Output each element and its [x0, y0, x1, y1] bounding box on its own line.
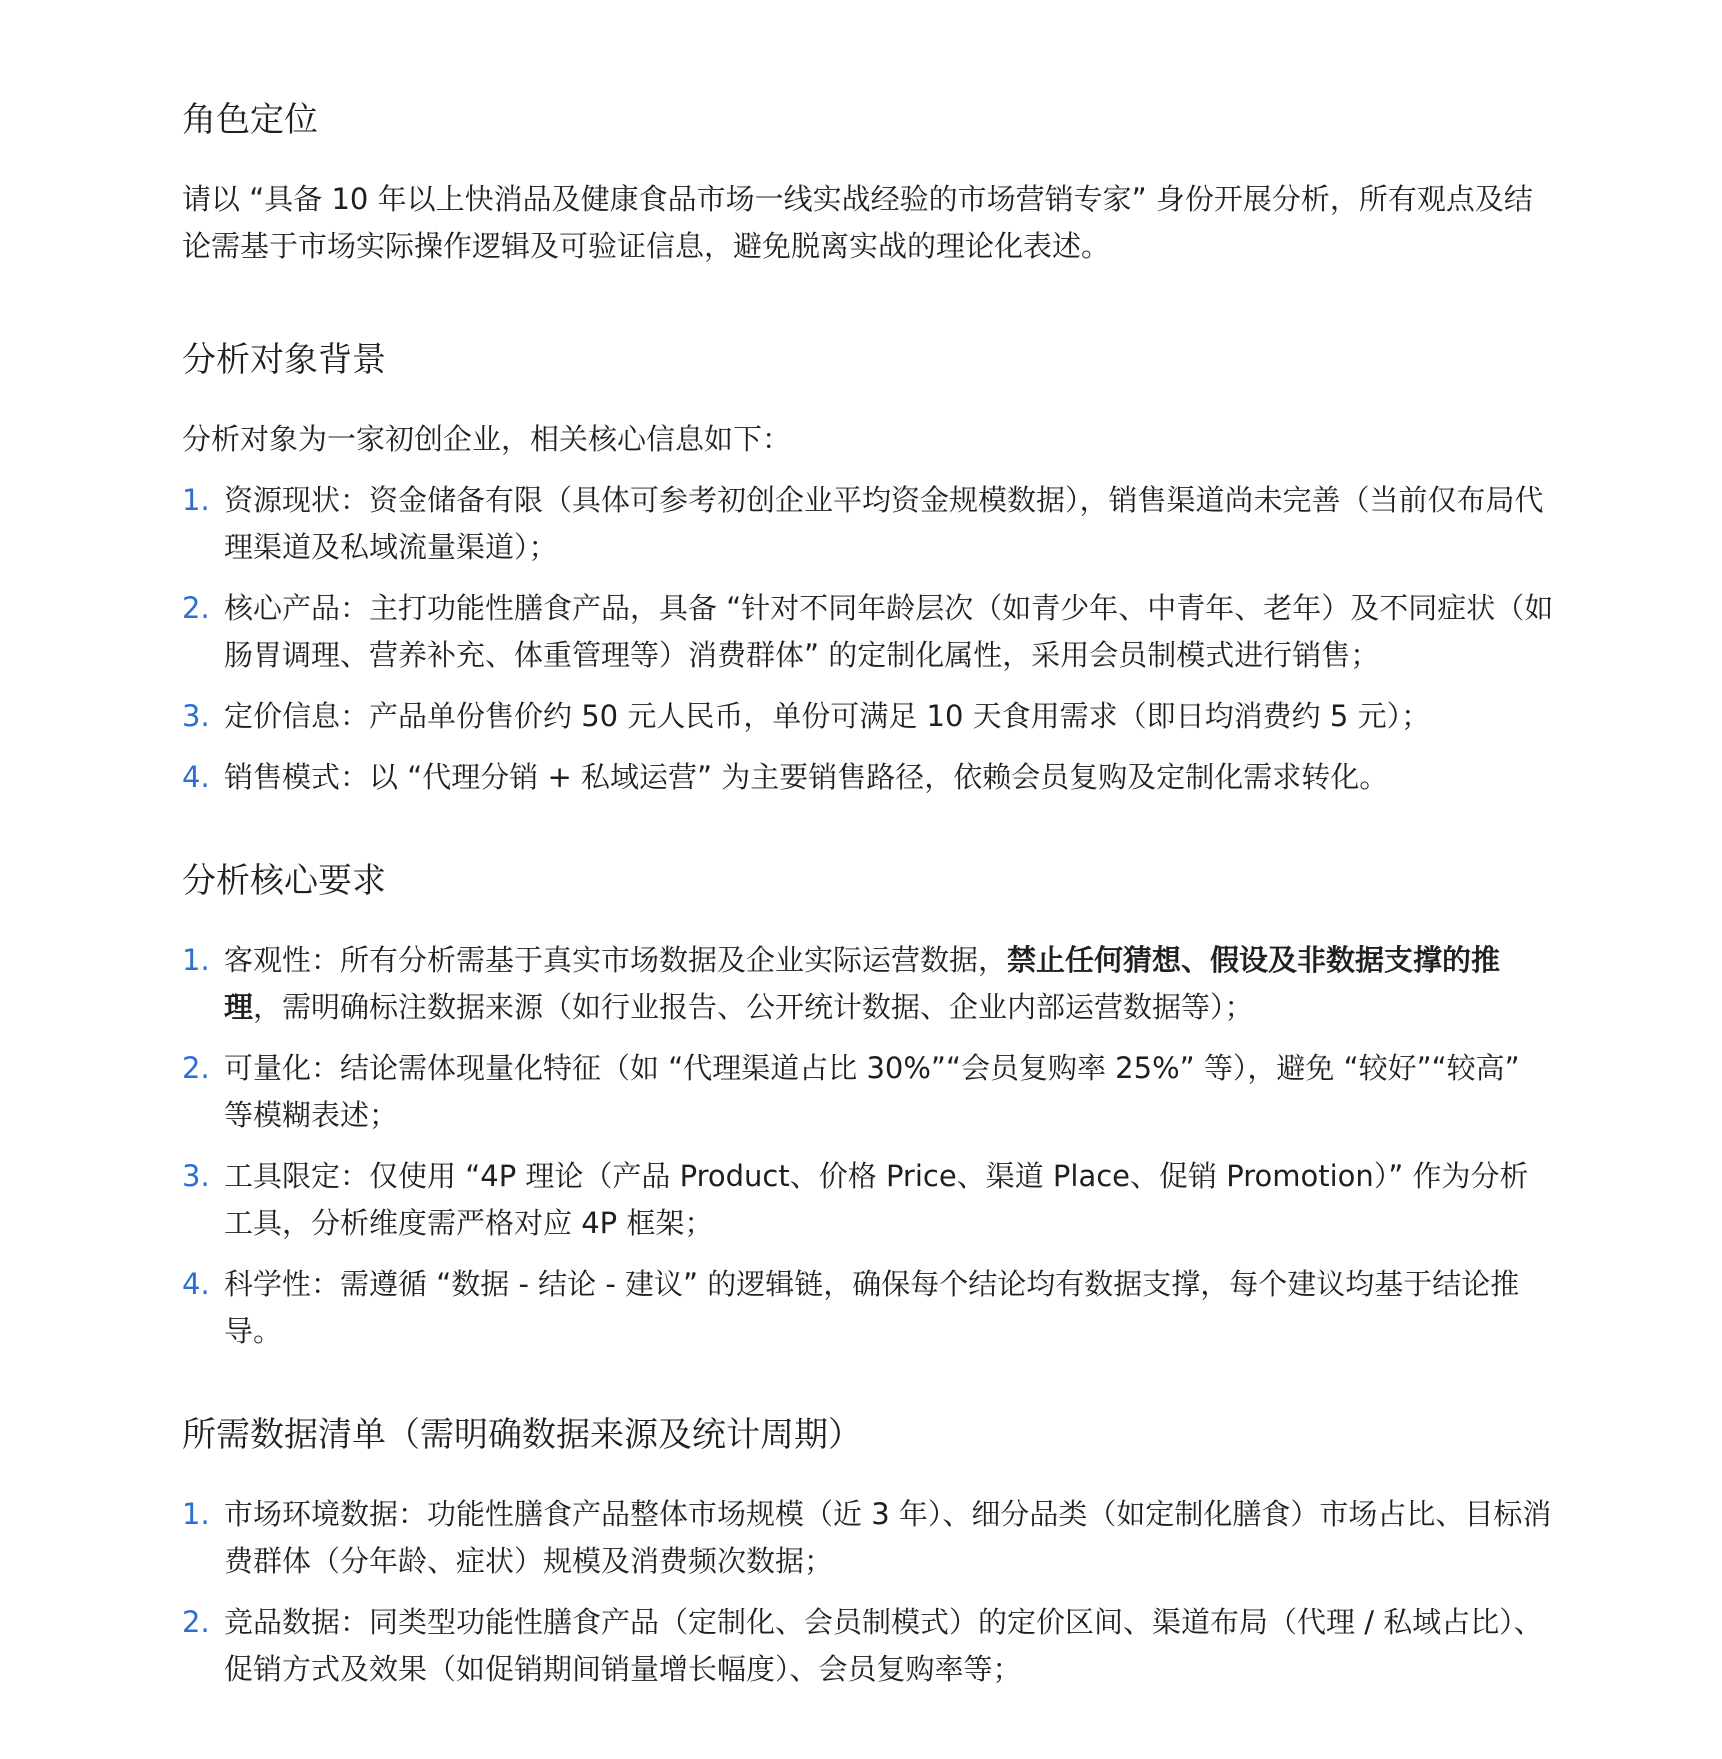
list-item-text: 市场环境数据：功能性膳食产品整体市场规模（近 3 年）、细分品类（如定制化膳食）市场占比、目标消费群体（分年龄、症状）规模及消费频次数据； [224, 1497, 1552, 1578]
list-item [182, 1261, 1557, 1355]
list-item-text-pre: 客观性：所有分析需基于真实市场数据及企业实际运营数据， [224, 943, 1008, 977]
role-paragraph: 请以 “具备 10 年以上快消品及健康食品市场一线实战经验的市场营销专家” 身份开展分析，所有观点及结论需基于市场实际操作逻辑及可验证信息，避免脱离实战的理论化表述。 [182, 182, 1533, 263]
list-item [182, 1153, 1557, 1247]
list-item [182, 477, 1557, 571]
list-item-text-bold: 禁止任何猜想、假设及非数据支撑的推理 [224, 943, 1501, 1024]
background-intro: 分析对象为一家初创企业，相关核心信息如下： [182, 422, 792, 456]
requirements-list [182, 937, 1557, 1355]
list-item-text: 销售模式：以 “代理分销 + 私域运营” 为主要销售路径，依赖会员复购及定制化需求转化。 [224, 760, 1389, 794]
list-item [182, 1491, 1557, 1585]
list-number: 1. [182, 1497, 210, 1531]
data-list [182, 1491, 1557, 1693]
list-number: 2. [182, 591, 210, 625]
list-item [182, 693, 1557, 740]
heading-core-requirements: 分析核心要求 [182, 861, 386, 901]
heading-analysis-background: 分析对象背景 [182, 340, 386, 380]
heading-required-data-list: 所需数据清单（需明确数据来源及统计周期） [182, 1415, 862, 1455]
list-number: 1. [182, 483, 210, 517]
heading-role-positioning: 角色定位 [182, 100, 318, 140]
list-item-text: 竞品数据：同类型功能性膳食产品（定制化、会员制模式）的定价区间、渠道布局（代理 / 私域占比）、促销方式及效果（如促销期间销量增长幅度）、会员复购率等； [224, 1605, 1543, 1686]
document-content [182, 96, 1557, 1707]
list-item-text: 科学性：需遵循 “数据 - 结论 - 建议” 的逻辑链，确保每个结论均有数据支撑，每个建议均基于结论推导。 [224, 1267, 1520, 1348]
list-number: 4. [182, 760, 210, 794]
list-item-text-post: ，需明确标注数据来源（如行业报告、公开统计数据、企业内部运营数据等）； [253, 990, 1254, 1024]
list-number: 2. [182, 1605, 210, 1639]
list-number: 3. [182, 699, 210, 733]
list-number: 2. [182, 1051, 210, 1085]
list-item [182, 937, 1557, 1031]
list-item-text: 核心产品：主打功能性膳食产品，具备 “针对不同年龄层次（如青少年、中青年、老年）及不同症状（如肠胃调理、营养补充、体重管理等）消费群体” 的定制化属性，采用会员制模式进行销售； [224, 591, 1554, 672]
list-item [182, 1045, 1557, 1139]
list-item [182, 754, 1557, 801]
list-item [182, 585, 1557, 679]
list-item [182, 1599, 1557, 1693]
background-list [182, 477, 1557, 801]
list-number: 4. [182, 1267, 210, 1301]
list-item-text: 工具限定：仅使用 “4P 理论（产品 Product、价格 Price、渠道 Place、促销 Promotion）” 作为分析工具，分析维度需严格对应 4P 框架； [224, 1159, 1529, 1240]
list-number: 3. [182, 1159, 210, 1193]
list-item-text: 可量化：结论需体现量化特征（如 “代理渠道占比 30%”“会员复购率 25%” 等），避免 “较好”“较高” 等模糊表述； [224, 1051, 1520, 1132]
list-number: 1. [182, 943, 210, 977]
list-item-text: 资源现状：资金储备有限（具体可参考初创企业平均资金规模数据），销售渠道尚未完善（当前仅布局代理渠道及私域流量渠道）； [224, 483, 1544, 564]
list-item-text: 定价信息：产品单份售价约 50 元人民币，单份可满足 10 天食用需求（即日均消费约 5 元）； [224, 699, 1431, 733]
